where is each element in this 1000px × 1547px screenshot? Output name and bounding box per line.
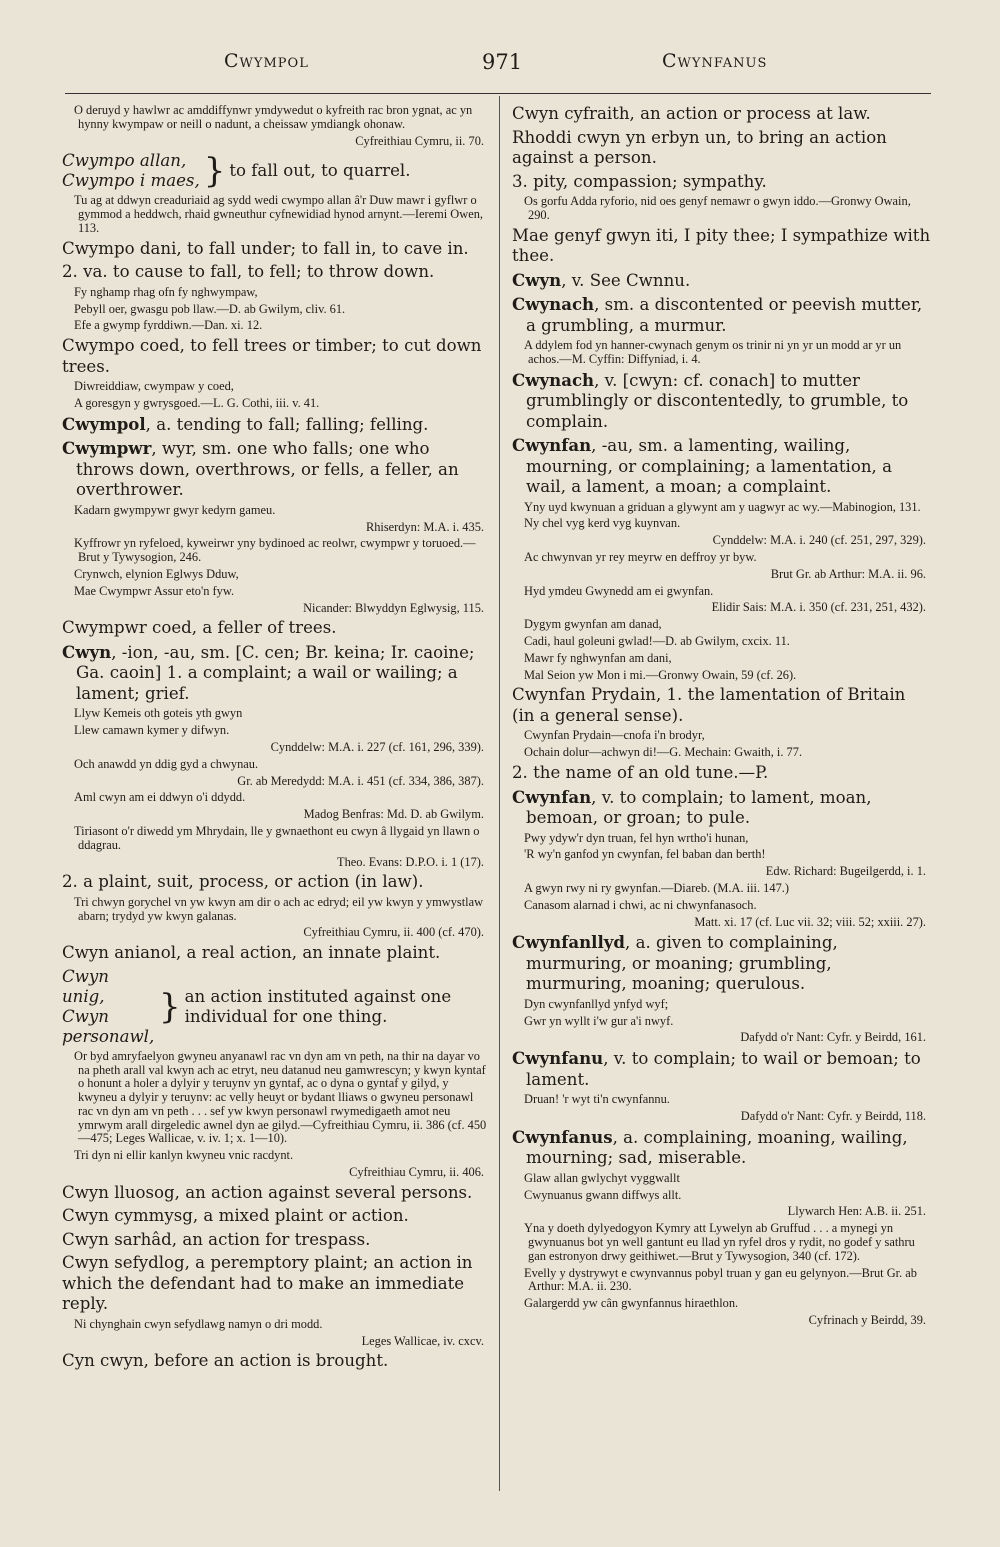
citation-source: Theo. Evans: D.P.O. i. 1 (17). bbox=[337, 854, 484, 869]
citation-quote: O deruyd y hawlwr ac amddiffynwr ymdywedut o kyfreith rac bron ygnat, ac yn hynny kwympaw or neill o nadunt, a cheissaw ymdiangk ohonaw. bbox=[74, 103, 473, 131]
citation-quote: Ac chwynvan yr rey meyrw en deffroy yr byw. bbox=[524, 550, 757, 565]
citation-source: Nicander: Blwyddyn Eglwysig, 115. bbox=[303, 600, 484, 615]
citation-quote: Hyd ymdeu Gwynedd am ei gwynfan. bbox=[524, 583, 714, 598]
headword-entry: Cwynfanllyd, a. given to complaining, murmuring, or moaning; grumbling, murmuring, moaning; querulous. bbox=[512, 932, 838, 994]
citation-quote: Och anawdd yn ddig gyd a chwynau. bbox=[74, 756, 259, 771]
citation-quote: Tu ag at ddwyn creaduriaid ag sydd wedi cwympo allan â'r Duw mawr i gyflwr o gymmod a heddwch, rhaid gwneuthur cyfnewidiad hynod arnynt.—Ieremi Owen, 113. bbox=[74, 193, 483, 235]
sense-definition: Cwyn sarhâd, an action for trespass. bbox=[62, 1229, 371, 1249]
headword-entry: Cwynfanus, a. complaining, moaning, wailing, mourning; sad, miserable. bbox=[512, 1126, 908, 1168]
headword-entry: Cwympol, a. tending to fall; falling; felling. bbox=[62, 413, 429, 434]
citation-quote: Gwr yn wyllt i'w gur a'i nwyf. bbox=[524, 1013, 674, 1028]
citation-quote: Yna y doeth dylyedogyon Kymry att Lywelyn ab Gruffud . . . a mynegi yn gwynuanus bot yn well gantunt eu llad yn ryfel dros y rydit, no godef y sathru gan estronyon drwy geithiwet.—Brut y Tywysogion, 340 (cf. 172). bbox=[524, 1221, 915, 1263]
citation-quote: Galargerdd yw cân gwynfannus hiraethlon. bbox=[524, 1296, 739, 1311]
citation-source: Cyfreithiau Cymru, ii. 70. bbox=[355, 133, 484, 148]
citation-source: Matt. xi. 17 (cf. Luc vii. 32; viii. 52; xxiii. 27). bbox=[694, 914, 926, 929]
phrase-variant: Cwyn unig, bbox=[62, 966, 109, 1006]
headword-entry: Cwynfanu, v. to complain; to wail or bemoan; to lament. bbox=[512, 1048, 921, 1089]
right-column bbox=[512, 104, 932, 1331]
citation-quote: Dyn cwynfanllyd ynfyd wyf; bbox=[524, 996, 669, 1011]
headword-entry: Cwyn, v. See Cwnnu. bbox=[512, 269, 691, 290]
citation-quote: Pwy ydyw'r dyn truan, fel hyn wrtho'i hunan, bbox=[524, 830, 749, 845]
header-rule bbox=[65, 93, 931, 94]
sense-definition: Cwympo coed, to fell trees or timber; to cut down trees. bbox=[62, 336, 482, 376]
phrase-meaning: to fall out, to quarrel. bbox=[229, 161, 411, 181]
sense-definition: Cyn cwyn, before an action is brought. bbox=[62, 1351, 389, 1371]
citation-quote: Or byd amryfaelyon gwyneu anyanawl rac vn dyn am vn peth, na thir na dayar vo na pheth arall val kwyn ach ac etryt, neu datanud neu gamwrescyn; y kwyn kyntaf o honunt a holer a dylyir y teruynv yn gyntaf, ac o dyna o gyntaf y gilyd, y kwyneu a dylyir y teruynv: ac velly heuyt or bydant lliaws o gwyneu personawl rac vn dyn am vn peth . . . sef yw kwyn personawl rwymedigaeth amot neu ymrwym arall dirgeledic awnel dyn ae gilyd.—Cyfreithiau Cymru, ii. 386 (cf. 450—475; Leges Wallicae, v. iv. 1; x. 1—10). bbox=[74, 1048, 487, 1146]
headword-entry: Cwympwr, wyr, sm. one who falls; one who throws down, overthrows, or fells, a feller, an overthrower. bbox=[62, 438, 459, 500]
citation-quote: Ni chynghain cwyn sefydlawg namyn o dri modd. bbox=[74, 1316, 323, 1331]
header-right-guideword: Cwynfanus bbox=[662, 50, 768, 72]
citation-quote: Tiriasont o'r diwedd ym Mhrydain, lle y gwnaethont eu cwyn â llygaid yn llawn o ddagrau. bbox=[74, 823, 480, 852]
citation-source: Gr. ab Meredydd: M.A. i. 451 (cf. 334, 386, 387). bbox=[237, 773, 484, 788]
citation-quote: Kyffrowr yn ryfeloed, kyweirwr yny bydinoed ac reolwr, cwympwr y toruoed.—Brut y Tywysogion, 246. bbox=[74, 536, 476, 565]
citation-source: Rhiserdyn: M.A. i. 435. bbox=[365, 519, 484, 534]
citation-quote: Efe a gwymp fyrddiwn.—Dan. xi. 12. bbox=[74, 318, 263, 333]
citation-source: Cyfreithiau Cymru, ii. 400 (cf. 470). bbox=[303, 925, 484, 940]
sense-definition: Cwyn cyfraith, an action or process at law. bbox=[512, 104, 871, 123]
citation-quote: 'R wy'n ganfod yn cwynfan, fel baban dan berth! bbox=[524, 847, 766, 862]
citation-quote: Cwynuanus gwann diffwys allt. bbox=[524, 1187, 682, 1202]
sense-definition: 3. pity, compassion; sympathy. bbox=[512, 171, 767, 191]
phrase-brace-entry bbox=[62, 151, 490, 191]
headword-entry: Cwyn, -ion, -au, sm. [C. cen; Br. keina; Ir. caoine; Ga. caoin] 1. a complaint; a wail or wailing; a lament; grief. bbox=[62, 641, 475, 703]
citation-quote: Yny uyd kwynuan a griduan a glywynt am y uagwyr ac wy.—Mabinogion, 131. bbox=[524, 499, 921, 514]
citation-quote: Ny chel vyg kerd vyg kuynvan. bbox=[524, 516, 681, 531]
citation-source: Madog Benfras: Md. D. ab Gwilym. bbox=[303, 807, 484, 822]
headword-entry: Cwynfan, v. to complain; to lament, moan, bemoan, or groan; to pule. bbox=[512, 786, 872, 828]
citation-source: Dafydd o'r Nant: Cyfr. y Beirdd, 118. bbox=[740, 1109, 926, 1124]
column-divider bbox=[499, 96, 500, 1491]
citation-source: Cyfrinach y Beirdd, 39. bbox=[808, 1312, 926, 1327]
sense-definition: Cwyn sefydlog, a peremptory plaint; an action in which the defendant had to make an immediate reply. bbox=[62, 1253, 473, 1314]
citation-source: Dafydd o'r Nant: Cyfr. y Beirdd, 161. bbox=[740, 1030, 926, 1045]
citation-quote: Glaw allan gwlychyt vyggwallt bbox=[524, 1170, 680, 1185]
phrase-meaning: an action instituted against one individual for one thing. bbox=[184, 986, 452, 1026]
citation-quote: Os gorfu Adda ryforio, nid oes genyf nemawr o gwyn iddo.—Gronwy Owain, 290. bbox=[524, 194, 911, 222]
left-column bbox=[62, 104, 490, 1375]
citation-quote: Mae Cwympwr Assur eto'n fyw. bbox=[74, 583, 235, 598]
phrase-brace-entry bbox=[62, 967, 490, 1047]
citation-quote: Pebyll oer, gwasgu pob llaw.—D. ab Gwilym, cliv. 61. bbox=[74, 301, 346, 316]
citation-quote: Crynwch, elynion Eglwys Dduw, bbox=[74, 566, 239, 581]
citation-quote: A ddylem fod yn hanner-cwynach genym os trinir ni yn yr un modd ar yr un achos.—M. Cyffin: Diffyniad, i. 4. bbox=[524, 338, 902, 366]
citation-quote: Llyw Kemeis oth goteis yth gwyn bbox=[74, 706, 243, 721]
citation-quote: Canasom alarnad i chwi, ac ni chwynfanasoch. bbox=[524, 897, 757, 912]
sense-definition: Cwyn cymmysg, a mixed plaint or action. bbox=[62, 1206, 409, 1226]
headword-entry: Cwynfan, -au, sm. a lamenting, wailing, mourning, or complaining; a lamentation, a wail, a lament, a moan; a complaint. bbox=[512, 435, 892, 497]
citation-quote: Cwynfan Prydain—cnofa i'n brodyr, bbox=[524, 728, 705, 743]
sense-definition: Cwympo dani, to fall under; to fall in, to cave in. bbox=[62, 238, 469, 258]
headword-entry: Cwynach, v. [cwyn: cf. conach] to mutter grumblingly or discontentedly, to grumble, to complain. bbox=[512, 369, 909, 431]
citation-quote: Druan! 'r wyt ti'n cwynfannu. bbox=[524, 1092, 670, 1107]
sense-definition: Cwyn anianol, a real action, an innate plaint. bbox=[62, 943, 441, 963]
citation-quote: Mal Seion yw Mon i mi.—Gronwy Owain, 59 (cf. 26). bbox=[524, 667, 797, 682]
citation-quote: Evelly y dystrywyt e cwynvannus pobyl truan y gan eu gelynyon.—Brut Gr. ab Arthur: M.A. ii. 230. bbox=[524, 1265, 917, 1294]
citation-quote: Ochain dolur—achwyn di!—G. Mechain: Gwaith, i. 77. bbox=[524, 745, 803, 760]
citation-quote: Diwreiddiaw, cwympaw y coed, bbox=[74, 379, 234, 394]
sense-definition: Cwynfan Prydain, 1. the lamentation of Britain (in a general sense). bbox=[512, 685, 906, 725]
brace-mark: } bbox=[203, 151, 226, 192]
sense-definition: 2. va. to cause to fall, to fell; to throw down. bbox=[62, 262, 435, 282]
citation-source: Elidir Sais: M.A. i. 350 (cf. 231, 251, 432). bbox=[711, 600, 926, 615]
citation-source: Llywarch Hen: A.B. ii. 251. bbox=[787, 1204, 926, 1219]
sense-definition: Cwympwr coed, a feller of trees. bbox=[62, 618, 337, 638]
citation-source: Cyfreithiau Cymru, ii. 406. bbox=[349, 1165, 484, 1180]
sense-definition: Mae genyf gwyn iti, I pity thee; I sympathize with thee. bbox=[512, 225, 931, 266]
sense-definition: Cwyn lluosog, an action against several persons. bbox=[62, 1182, 473, 1202]
citation-quote: Llew camawn kymer y difwyn. bbox=[74, 723, 230, 738]
running-header bbox=[62, 50, 940, 90]
citation-source: Edw. Richard: Bugeilgerdd, i. 1. bbox=[765, 864, 926, 879]
citation-quote: Tri chwyn gorychel vn yw kwyn am dir o ach ac edryd; eil yw kwyn y ymwystlaw abarn; trydyd yw kwyn galanas. bbox=[74, 894, 484, 923]
phrase-variant: Cwympo allan, bbox=[62, 151, 187, 171]
sense-definition: Rhoddi cwyn yn erbyn un, to bring an action against a person. bbox=[512, 127, 887, 167]
citation-quote: Aml cwyn am ei ddwyn o'i ddydd. bbox=[74, 790, 246, 805]
phrase-variant: Cwympo i maes, bbox=[62, 171, 200, 191]
headword-entry: Cwynach, sm. a discontented or peevish mutter, a grumbling, a murmur. bbox=[512, 294, 923, 335]
citation-quote: Tri dyn ni ellir kanlyn kwyneu vnic racdynt. bbox=[74, 1148, 294, 1163]
sense-definition: 2. the name of an old tune.—P. bbox=[512, 763, 769, 783]
citation-quote: Cadi, haul goleuni gwlad!—D. ab Gwilym, cxcix. 11. bbox=[524, 634, 790, 649]
header-left-guideword: Cwympol bbox=[224, 50, 309, 72]
brace-mark: } bbox=[158, 986, 181, 1027]
citation-source: Brut Gr. ab Arthur: M.A. ii. 96. bbox=[770, 566, 926, 581]
citation-source: Leges Wallicae, iv. cxcv. bbox=[361, 1333, 484, 1348]
citation-quote: Kadarn gwympywr gwyr kedyrn gameu. bbox=[74, 502, 276, 517]
citation-source: Cynddelw: M.A. i. 227 (cf. 161, 296, 339). bbox=[270, 739, 484, 754]
citation-source: Cynddelw: M.A. i. 240 (cf. 251, 297, 329). bbox=[712, 533, 926, 548]
sense-definition: 2. a plaint, suit, process, or action (in law). bbox=[62, 872, 424, 892]
page-number: 971 bbox=[482, 50, 523, 74]
citation-quote: Mawr fy nghwynfan am dani, bbox=[524, 650, 672, 665]
phrase-variant: Cwyn personawl, bbox=[62, 1006, 155, 1046]
citation-quote: A goresgyn y gwrysgoed.—L. G. Cothi, iii. v. 41. bbox=[74, 395, 320, 410]
citation-quote: Dygym gwynfan am danad, bbox=[524, 617, 662, 632]
citation-quote: Fy nghamp rhag ofn fy nghwympaw, bbox=[74, 284, 258, 299]
citation-quote: A gwyn rwy ni ry gwynfan.—Diareb. (M.A. iii. 147.) bbox=[524, 880, 789, 895]
